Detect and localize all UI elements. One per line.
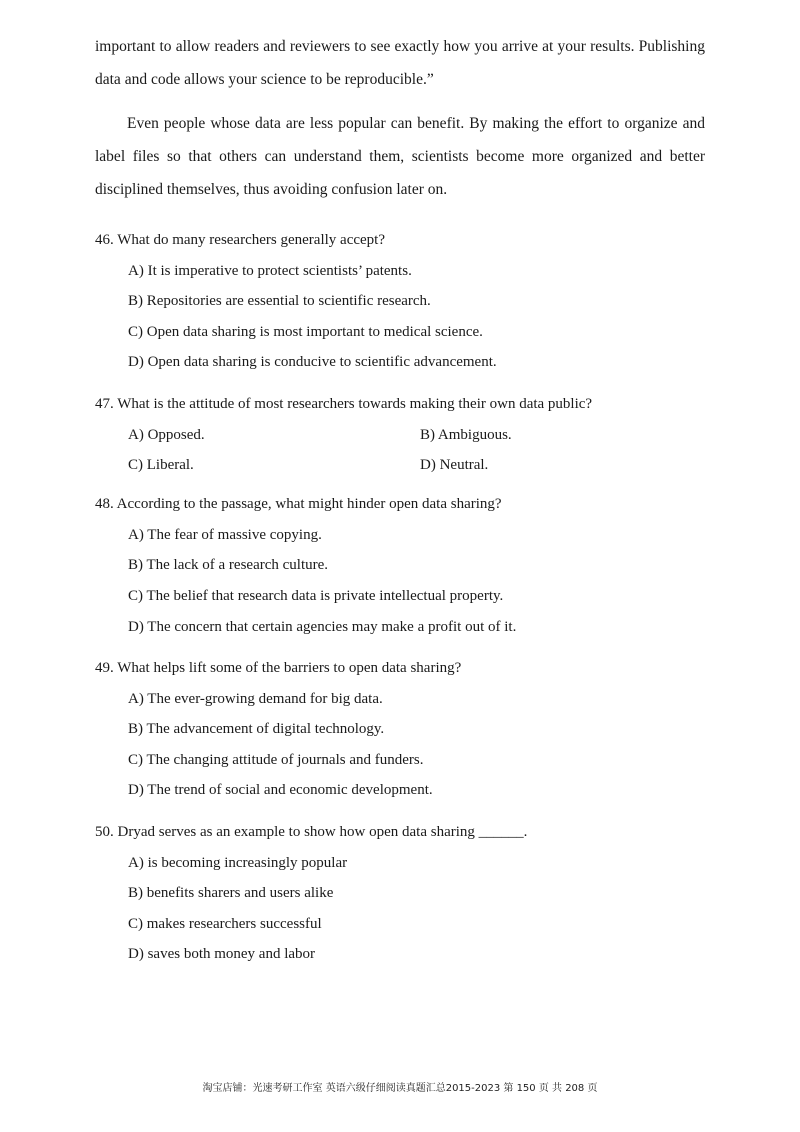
- option-c: C) Liberal.: [128, 457, 194, 473]
- option-c: C) The belief that research data is private intellectual property.: [128, 588, 504, 604]
- option-c: C) Open data sharing is most important to medical science.: [128, 324, 483, 340]
- option-b: B) benefits sharers and users alike: [128, 885, 334, 901]
- option-b: B) The lack of a research culture.: [128, 557, 329, 573]
- option-a: A) Opposed.: [128, 427, 205, 443]
- question-stem: 50. Dryad serves as an example to show how open data sharing ______.: [95, 824, 528, 840]
- option-b: B) Repositories are essential to scientific research.: [128, 293, 431, 309]
- question-stem: 46. What do many researchers generally accept?: [95, 232, 385, 248]
- option-a: A) The ever-growing demand for big data.: [128, 691, 383, 707]
- option-a: A) It is imperative to protect scientists’ patents.: [128, 263, 412, 279]
- passage-paragraph-1: important to allow readers and reviewers to see exactly how you arrive at your results. Publishing data and code allows your science to be reproducible.”: [95, 38, 705, 88]
- option-b: B) Ambiguous.: [420, 427, 512, 443]
- option-a: A) The fear of massive copying.: [128, 527, 322, 543]
- option-d: D) saves both money and labor: [128, 946, 316, 962]
- option-a: A) is becoming increasingly popular: [128, 855, 348, 871]
- question-stem: 49. What helps lift some of the barriers to open data sharing?: [95, 660, 462, 676]
- option-d: D) Neutral.: [420, 457, 489, 473]
- question-stem: 48. According to the passage, what might hinder open data sharing?: [95, 496, 502, 512]
- option-d: D) The concern that certain agencies may make a profit out of it.: [128, 619, 517, 635]
- option-c: C) The changing attitude of journals and funders.: [128, 752, 424, 768]
- option-c: C) makes researchers successful: [128, 916, 322, 932]
- passage-paragraph-2: Even people whose data are less popular can benefit. By making the effort to organize and label files so that others can understand them, scientists become more organized and better disciplined themselves, thus avoiding confusion later on.: [95, 115, 705, 198]
- option-d: D) The trend of social and economic development.: [128, 782, 433, 798]
- option-b: B) The advancement of digital technology.: [128, 721, 385, 737]
- page-footer: 淘宝店铺：光速考研工作室 英语六级仔细阅读真题汇总2015-2023 第 150 页 共 208 页: [202, 1083, 598, 1094]
- question-stem: 47. What is the attitude of most researchers towards making their own data public?: [95, 396, 593, 412]
- option-d: D) Open data sharing is conducive to scientific advancement.: [128, 354, 497, 370]
